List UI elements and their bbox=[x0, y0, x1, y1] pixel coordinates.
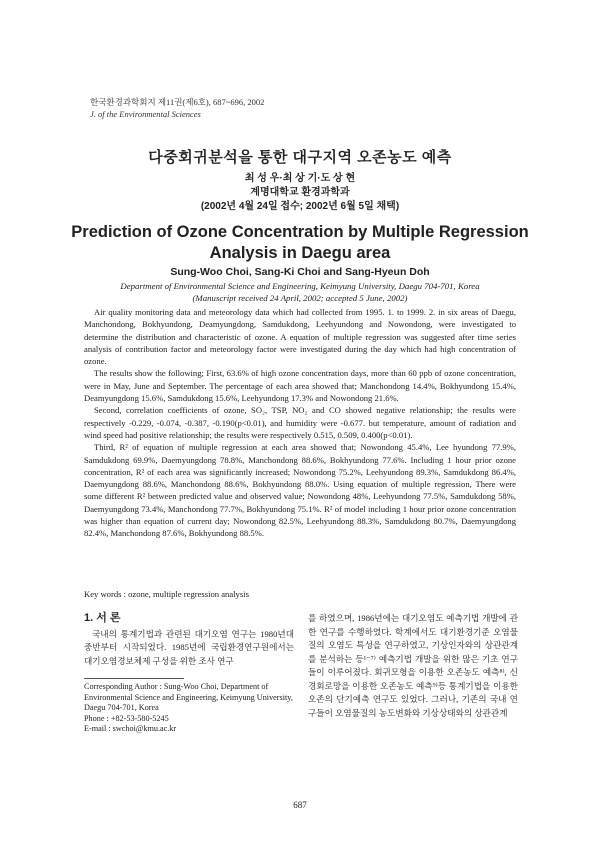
corresponding-phone: Phone : +82-53-580-5245 bbox=[84, 713, 169, 723]
corresponding-author: Corresponding Author : Sung-Woo Choi, Department of Environmental Science and Engineering, Keimyung University, Daegu 704-701, Korea bbox=[84, 682, 293, 712]
english-title: Prediction of Ozone Concentration by Multiple Regression Analysis in Daegu area bbox=[71, 223, 529, 262]
intro-left-text: 국내의 통계기법과 관련된 대기오염 연구는 1980년대 중반부터 시작되었다. 1985년에 국립환경연구원에서는 대기오염경보체제 구성을 위한 조사 연구 bbox=[84, 628, 294, 666]
journal-citation bbox=[90, 96, 264, 120]
section-heading-introduction: 1. 서 론 bbox=[84, 612, 121, 624]
abstract bbox=[84, 306, 516, 540]
abstract-paragraph-1: Air quality monitoring data and meteorology data which had collected from 1995. 1. to 1999. 2. in six areas of Daegu, Manchondong, Bokhyundong, Deamyungdong, Samdukdong, Leehyundong and Nowondong, were investigated to determine the distribution and characteristic of ozone. A equation of multiple regression was suggested after time series analysis of contribution factor and meteorology factor were investigated during the day which had high concentration of ozone. bbox=[84, 307, 516, 367]
keywords: Key words : ozone, multiple regression analysis bbox=[84, 589, 249, 599]
journal-english-line: J. of the Environmental Sciences bbox=[90, 109, 201, 119]
right-column bbox=[308, 612, 518, 720]
english-affiliation-block bbox=[60, 280, 540, 304]
korean-authors: 최 성 우·최 상 기·도 상 현 bbox=[244, 173, 356, 184]
abstract-paragraph-3: Second, correlation coefficients of ozone, SO₂, TSP, NO₂ and CO showed negative relationship; the results were respectively -0.229, -0.074, -0.387, -0.190(p<0.01), and humidity were -0.677. but temperature, amount of radiation and wind speed had positive relationship; the results were respectively 0.515, 0.509, 0.400(p<0.01). bbox=[84, 405, 516, 440]
korean-author-block bbox=[0, 172, 600, 214]
corresponding-email: E-mail : swchoi@kmu.ac.kr bbox=[84, 724, 177, 733]
abstract-paragraph-4: Third, R² of equation of multiple regression at each area showed that; Nowondong 45.4%, Lee hyundong 77.9%, Samdukdong 69.9%, Daemyungdong 78.8%, Manchondong 88.6%, Bokhyundong 77.6%. Including 1 hour prior ozone concentration, R² of each area was significantly increased; Nowondong 75.2%, Leehyundong 89.3%, Samdukdong 86.4%, Daemyungdong 88.6%, Manchondong 88.6%, Bokhyundong 88.0%. Using equation of multiple regression, There were some different R² between predicted value and observed value; Nowondong 48%, Leehyundong 77.5%, Samdukdong 58%, Daemyungdong 73.4%, Manchondong 77.7%, Bokhyundong 75.1%. R² of model including 1 hour prior ozone concentration was higher than equation of current day; Nowondong 82.5%, Leehyundong 88.3%, Samdukdong 80.7%, Daemyungdong 82.4%, Manchondong 87.6%, Bokhyundong 88.5%. bbox=[84, 442, 516, 539]
english-authors: Sung-Woo Choi, Sang-Ki Choi and Sang-Hyeun Doh bbox=[170, 266, 430, 278]
english-affiliation: Department of Environmental Science and Engineering, Keimyung University, Daegu 704-701, Korea bbox=[120, 281, 480, 291]
abstract-paragraph-2: The results show the following; First, 63.6% of high ozone concentration days, more than 60 ppb of ozone concentration, were in May, June and September. The percentage of each area showed that; Manchondong 14.4%, Bokhyundong 15.4%, Deamyungdong 15.6%, Samdukdong 15.6%, Leehyundong 17.3% and Nowondong 21.6%. bbox=[84, 368, 516, 404]
journal-korean-line: 한국환경과학회지 제11권(제6호), 687~696, 2002 bbox=[90, 97, 265, 107]
english-received: (Manuscript received 24 April, 2002; accepted 5 June, 2002) bbox=[192, 293, 408, 303]
correspondence-block bbox=[84, 682, 294, 735]
korean-received: (2002년 4월 24일 접수; 2002년 6월 5일 채택) bbox=[200, 201, 400, 212]
footnote-divider bbox=[84, 678, 184, 679]
page-number: 687 bbox=[293, 800, 307, 810]
korean-affiliation: 계명대학교 환경과학과 bbox=[250, 187, 350, 198]
korean-title: 다중회귀분석을 통한 대구지역 오존농도 예측 bbox=[148, 149, 452, 166]
left-column bbox=[84, 612, 294, 668]
intro-right-text: 를 하였으며, 1986년에는 대기오염도 예측기법 개발에 관한 연구를 수행하였다. 학계에서도 대기환경기준 오염물질의 오염도 특성을 연구하였고, 기상인자와의 상관관계를 분석하는 등¹⁻⁷⁾ 예측기법 개발을 위한 많은 기초 연구들이 이루어졌다. 회귀모형을 이용한 오존농도 예측⁸⁾, 신경회로망을 이용한 오존농도 예측⁹⁾등 통계기법을 이용한 오존의 단기예측 연구도 있었다. 그러나, 기존의 국내 연구들이 오염물질의 농도변화와 기상상태와의 상관관계 bbox=[308, 613, 518, 718]
